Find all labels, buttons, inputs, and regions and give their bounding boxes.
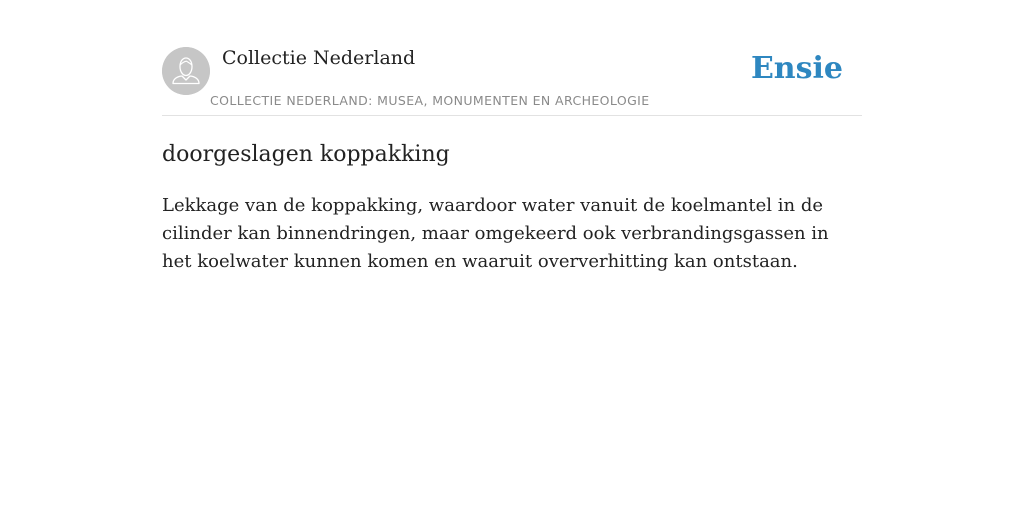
- user-silhouette-icon: [162, 47, 210, 95]
- author-name-link[interactable]: Collectie Nederland: [222, 47, 416, 69]
- author-avatar[interactable]: [162, 47, 210, 95]
- ensie-logo[interactable]: Ensie: [750, 51, 843, 86]
- entry-card: [162, 0, 862, 272]
- entry-header: [162, 0, 862, 116]
- entry-title: doorgeslagen koppakking: [162, 142, 450, 167]
- entry-definition: Lekkage van de koppakking, waardoor water vanuit de koelmantel in de cilinder kan binnendringen, maar omgekeerd ook verbrandingsgassen in het koelwater kunnen komen en waaruit oververhitting kan ontstaan.: [162, 195, 829, 272]
- organization-label: COLLECTIE NEDERLAND: MUSEA, MONUMENTEN EN ARCHEOLOGIE: [210, 93, 650, 108]
